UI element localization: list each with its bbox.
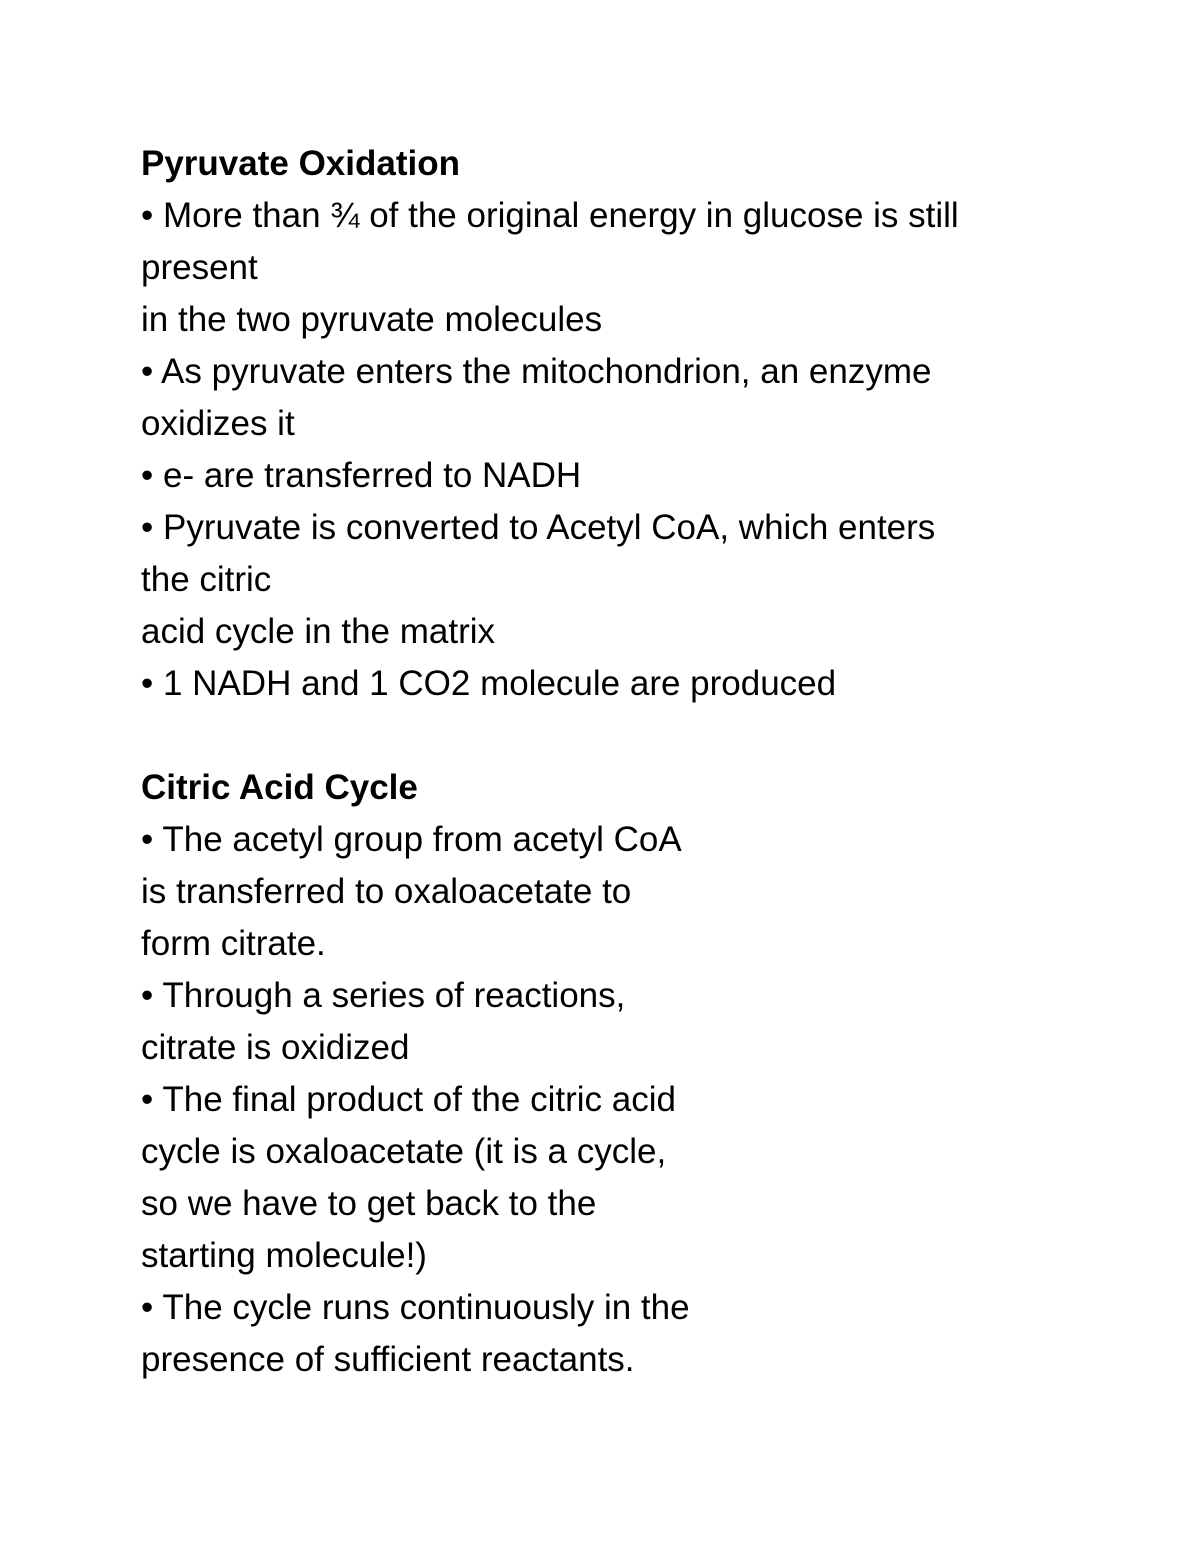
text-line: citrate is oxidized <box>141 1028 410 1067</box>
text-line: is transferred to oxaloacetate to <box>141 872 632 911</box>
text-line: • Through a series of reactions, <box>141 976 626 1015</box>
text-line: the citric <box>141 560 272 599</box>
text-line: presence of sufficient reactants. <box>141 1340 635 1379</box>
text-line: starting molecule!) <box>141 1236 427 1275</box>
text-line: • e- are transferred to NADH <box>141 456 582 495</box>
text-line: present <box>141 248 258 287</box>
text-line: • Pyruvate is converted to Acetyl CoA, which enters <box>141 508 936 547</box>
text-line: acid cycle in the matrix <box>141 612 496 651</box>
text-line: • As pyruvate enters the mitochondrion, an enzyme <box>141 352 932 391</box>
section-heading: Citric Acid Cycle <box>141 768 418 807</box>
text-line: • The cycle runs continuously in the <box>141 1288 690 1327</box>
text-line: cycle is oxaloacetate (it is a cycle, <box>141 1132 667 1171</box>
text-line: form citrate. <box>141 924 326 963</box>
section-pyruvate-oxidation <box>141 138 1101 710</box>
text-line: • The final product of the citric acid <box>141 1080 676 1119</box>
section-citric-acid-cycle <box>141 762 1101 1386</box>
section-heading: Pyruvate Oxidation <box>141 144 460 183</box>
document-page <box>141 138 1101 1386</box>
text-line: so we have to get back to the <box>141 1184 597 1223</box>
text-line: • The acetyl group from acetyl CoA <box>141 820 682 859</box>
text-line: • 1 NADH and 1 CO2 molecule are produced <box>141 664 837 703</box>
text-line: • More than ¾ of the original energy in glucose is still <box>141 196 959 235</box>
section-spacer <box>141 710 1101 762</box>
text-line: oxidizes it <box>141 404 295 443</box>
text-line: in the two pyruvate molecules <box>141 300 603 339</box>
